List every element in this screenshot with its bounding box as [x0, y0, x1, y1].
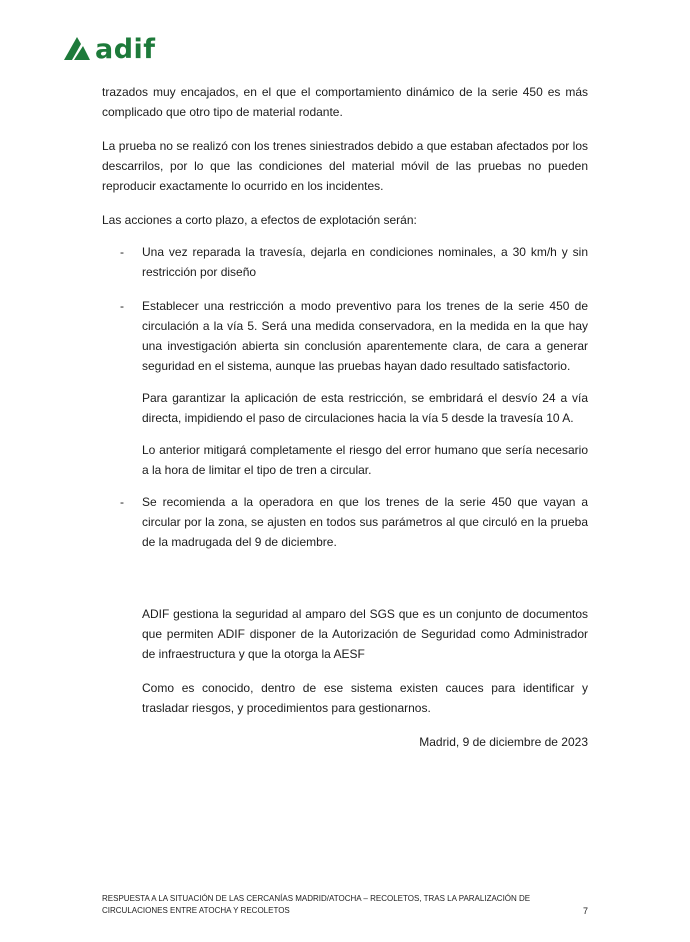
- adif-logo-mark-icon: [62, 34, 92, 64]
- bullet-subparagraph: Lo anterior mitigará completamente el riesgo del error humano que sería necesario a la hora de limitar el tipo de tren a circular.: [142, 443, 588, 477]
- bullet-dash: -: [120, 299, 124, 313]
- bullet-subparagraph: Para garantizar la aplicación de esta restricción, se embridará el desvío 24 a vía directa, impidiendo el paso de circulaciones hacia la vía 5 desde la travesía 10 A.: [142, 391, 588, 425]
- footer-title: RESPUESTA A LA SITUACIÓN DE LAS CERCANÍAS MADRID/ATOCHA – RECOLETOS, TRAS LA PARALIZACIÓN DE CIRCULACIONES ENTRE ATOCHA Y RECOLETOS: [102, 894, 531, 915]
- paragraph: Como es conocido, dentro de ese sistema existen cauces para identificar y trasladar riesgos, y procedimientos para gestionarnos.: [142, 681, 588, 715]
- paragraph: trazados muy encajados, en el que el comportamiento dinámico de la serie 450 es más complicado que otro tipo de material rodante.: [102, 85, 588, 119]
- bullet-text: Una vez reparada la travesía, dejarla en condiciones nominales, a 30 km/h y sin restricción por diseño: [142, 245, 588, 279]
- adif-logo: [62, 32, 156, 66]
- list-item: [102, 242, 588, 282]
- bullet-text: Se recomienda a la operadora en que los trenes de la serie 450 que vayan a circular por la zona, se ajusten en todos sus parámetros al que circuló en la prueba de la madrugada del 9 de diciembre.: [142, 495, 588, 549]
- page-footer: [102, 893, 588, 917]
- document-body: [102, 82, 588, 752]
- bullet-dash: -: [120, 495, 124, 509]
- paragraph: ADIF gestiona la seguridad al amparo del SGS que es un conjunto de documentos que permiten ADIF disponer de la Autorización de Seguridad como Administrador de infraestructura y que la otorga la AESF: [142, 607, 588, 661]
- bullet-text: Establecer una restricción a modo preventivo para los trenes de la serie 450 de circulación a la vía 5. Será una medida conservadora, en la medida en la que hay una investigación abierta sin conclusión aparentemente clara, de cara a generar seguridad en el sistema, aunque las pruebas hayan dado resultado satisfactorio.: [142, 299, 588, 373]
- list-item: [102, 492, 588, 552]
- paragraph: Las acciones a corto plazo, a efectos de explotación serán:: [102, 213, 417, 227]
- bullet-dash: -: [120, 245, 124, 259]
- page-number: 7: [582, 906, 588, 916]
- list-item: [102, 296, 588, 480]
- paragraph: La prueba no se realizó con los trenes siniestrados debido a que estaban afectados por los descarrilos, por lo que las condiciones del material móvil de las pruebas no pueden reproducir exactamente lo ocurrido en los incidentes.: [102, 139, 588, 193]
- logo-text: adif: [95, 33, 156, 65]
- document-date: Madrid, 9 de diciembre de 2023: [419, 735, 588, 749]
